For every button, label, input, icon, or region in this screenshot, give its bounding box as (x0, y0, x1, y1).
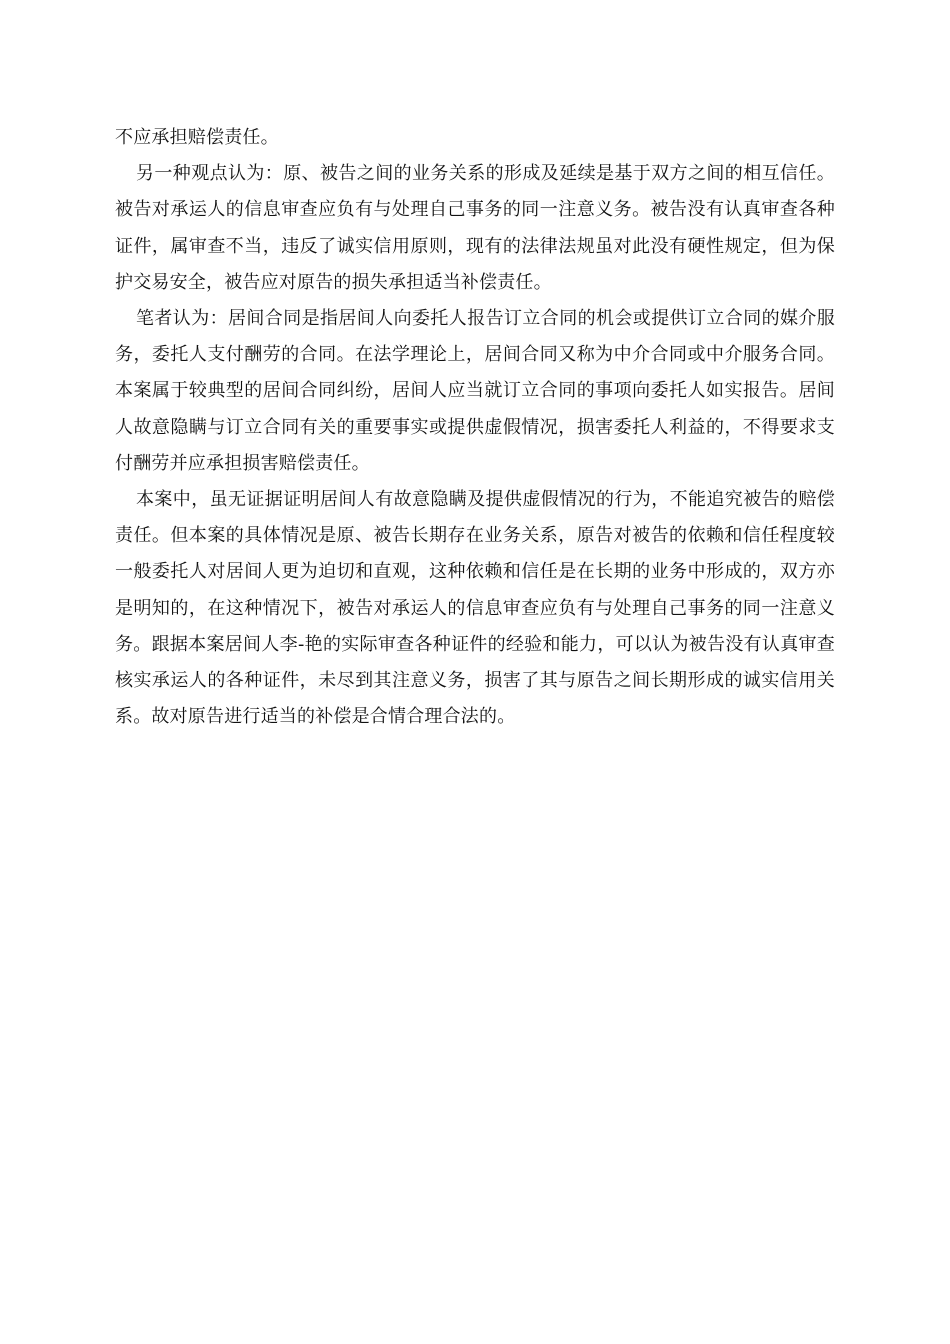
document-body (115, 120, 835, 735)
paragraph-3: 笔者认为：居间合同是指居间人向委托人报告订立合同的机会或提供订立合同的媒介服务，委托人支付酬劳的合同。在法学理论上，居间合同又称为中介合同或中介服务合同。本案属于较典型的居间合同纠纷，居间人应当就订立合同的事项向委托人如实报告。居间人故意隐瞒与订立合同有关的重要事实或提供虚假情况，损害委托人利益的，不得要求支付酬劳并应承担损害赔偿责任。 (115, 308, 835, 474)
paragraph-1: 不应承担赔偿责任。 (115, 127, 279, 148)
paragraph-4: 本案中，虽无证据证明居间人有故意隐瞒及提供虚假情况的行为，不能追究被告的赔偿责任。但本案的具体情况是原、被告长期存在业务关系，原告对被告的依赖和信任程度较一般委托人对居间人更为迫切和直观，这种依赖和信任是在长期的业务中形成的，双方亦是明知的，在这种情况下，被告对承运人的信息审查应负有与处理自己事务的同一注意义务。跟据本案居间人李-艳的实际审查各种证件的经验和能力，可以认为被告没有认真审查核实承运人的各种证件，未尽到其注意义务，损害了其与原告之间长期形成的诚实信用关系。故对原告进行适当的补偿是合情合理合法的。 (115, 489, 835, 728)
paragraph-2: 另一种观点认为：原、被告之间的业务关系的形成及延续是基于双方之间的相互信任。被告对承运人的信息审查应负有与处理自己事务的同一注意义务。被告没有认真审查各种证件，属审查不当，违反了诚实信用原则，现有的法律法规虽对此没有硬性规定，但为保护交易安全，被告应对原告的损失承担适当补偿责任。 (115, 163, 835, 293)
